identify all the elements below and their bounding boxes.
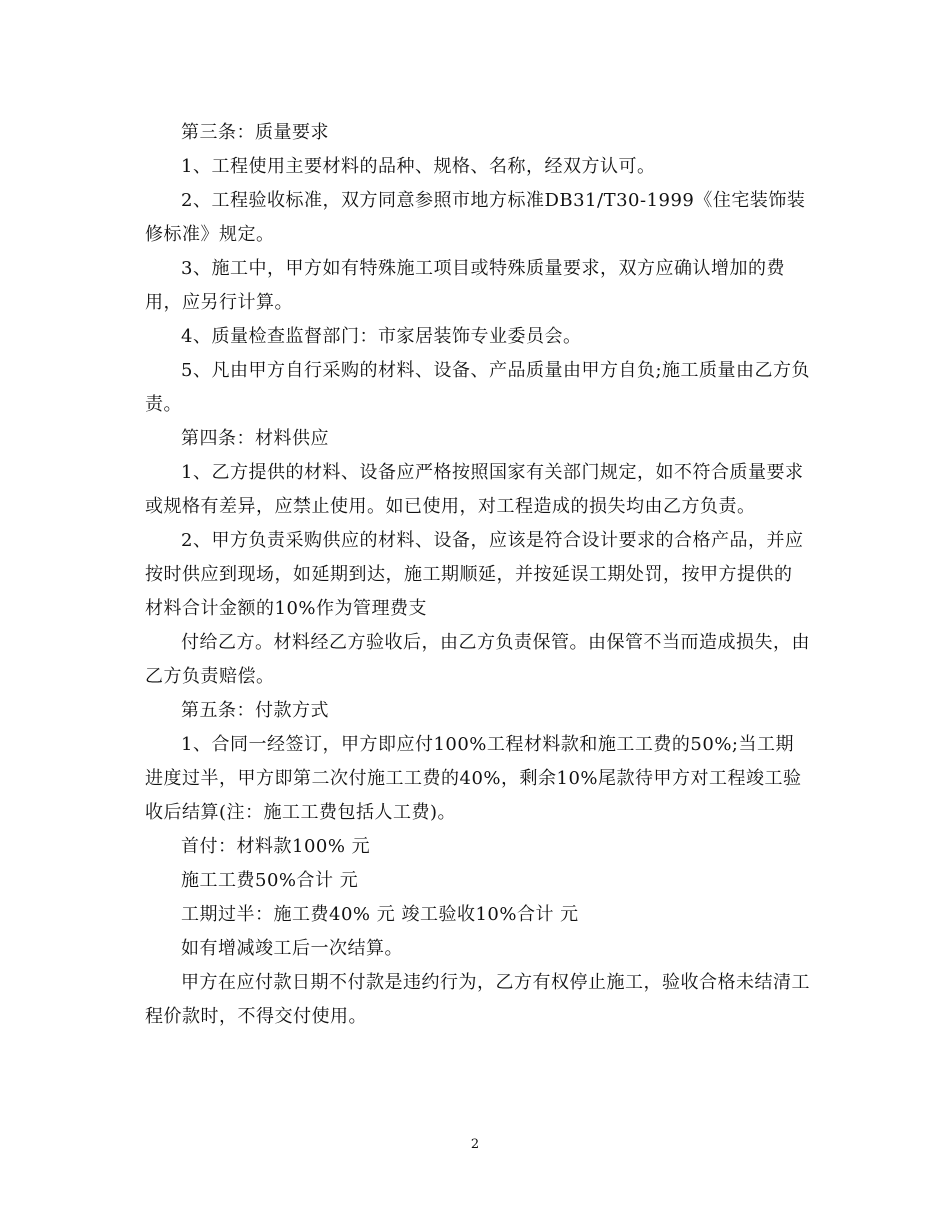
section-heading-article-5: 第五条：付款方式 — [181, 700, 329, 721]
paragraph: 2、工程验收标准，双方同意参照市地方标准DB31/T30-1999《住宅装饰装修标准》规定。 — [145, 190, 806, 245]
page-number: 2 — [470, 1137, 480, 1152]
section-heading-article-3: 第三条：质量要求 — [181, 122, 329, 143]
paragraph: 如有增减竣工后一次结算。 — [181, 938, 403, 959]
paragraph: 1、工程使用主要材料的品种、规格、名称，经双方认可。 — [181, 156, 656, 177]
payment-line: 施工工费50%合计 元 — [181, 870, 359, 891]
paragraph: 5、凡由甲方自行采购的材料、设备、产品质量由甲方自负;施工质量由乙方负责。 — [145, 360, 811, 415]
paragraph: 2、甲方负责采购供应的材料、设备，应该是符合设计要求的合格产品，并应按时供应到现场，如延期到达，施工期顺延，并按延误工期处罚，按甲方提供的材料合计金额的10%作为管理费支 — [145, 530, 804, 619]
section-heading-article-4: 第四条：材料供应 — [181, 428, 329, 449]
document-body — [145, 116, 810, 1034]
paragraph: 3、施工中，甲方如有特殊施工项目或特殊质量要求，双方应确认增加的费用，应另行计算。 — [145, 258, 785, 313]
paragraph: 付给乙方。材料经乙方验收后，由乙方负责保管。由保管不当而造成损失，由乙方负责赔偿。 — [145, 632, 810, 687]
payment-line: 首付：材料款100% 元 — [181, 836, 371, 857]
paragraph: 1、合同一经签订，甲方即应付100%工程材料款和施工工费的50%;当工期进度过半，甲方即第二次付施工工费的40%，剩余10%尾款待甲方对工程竣工验收后结算(注：施工工费包括人工费)。 — [145, 734, 802, 823]
payment-line: 工期过半：施工费40% 元 竣工验收10%合计 元 — [181, 904, 579, 925]
paragraph: 1、乙方提供的材料、设备应严格按照国家有关部门规定，如不符合质量要求或规格有差异，应禁止使用。如已使用，对工程造成的损失均由乙方负责。 — [145, 462, 804, 517]
paragraph: 4、质量检查监督部门：市家居装饰专业委员会。 — [181, 326, 582, 347]
paragraph: 甲方在应付款日期不付款是违约行为，乙方有权停止施工，验收合格未结清工程价款时，不得交付使用。 — [145, 972, 810, 1027]
